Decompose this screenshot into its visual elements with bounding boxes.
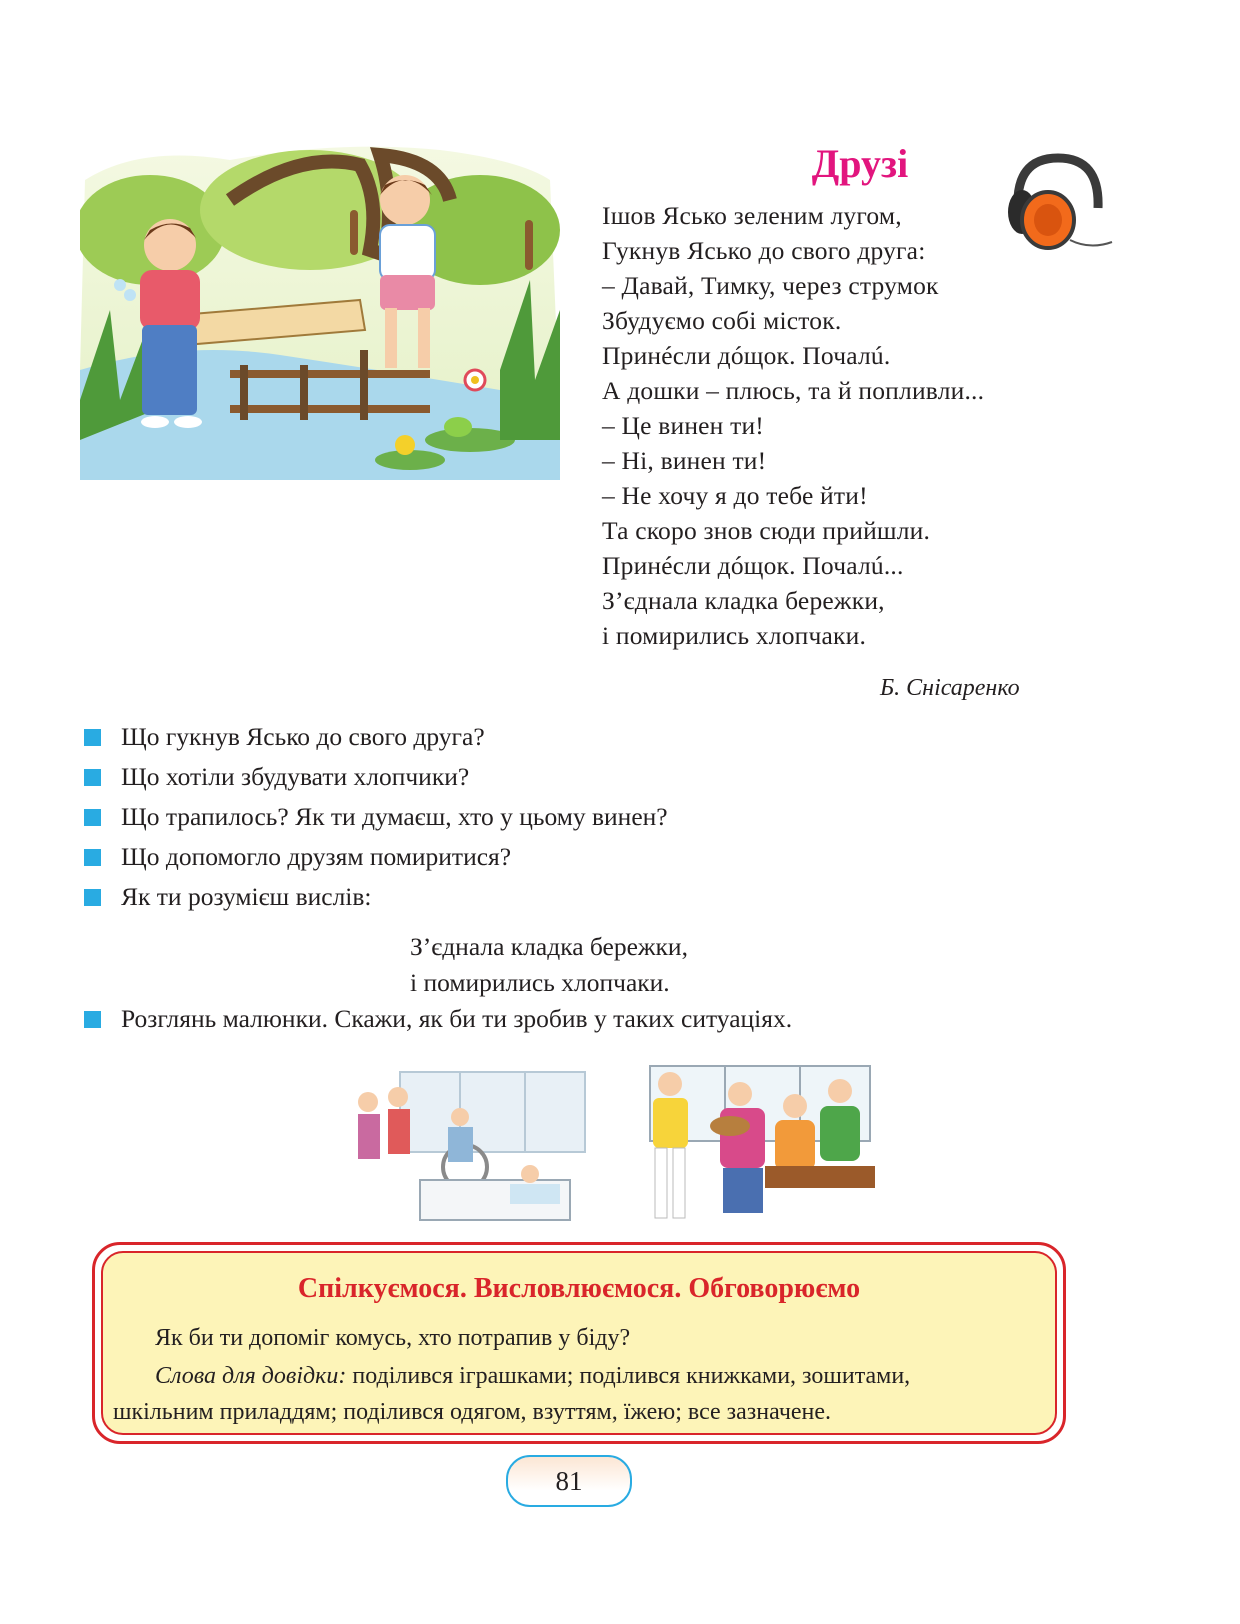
- poem-line: – Давай, Тимку, через струмок: [602, 271, 939, 300]
- headphones-icon[interactable]: [1000, 150, 1115, 255]
- question-item: [84, 722, 485, 752]
- question-text: Що трапилось? Як ти думаєш, хто у цьому винен?: [121, 802, 668, 831]
- page-number: 81: [506, 1455, 632, 1507]
- discussion-hint-line: [155, 1363, 910, 1390]
- poem-line: Збудуємо собі місток.: [602, 306, 842, 335]
- poem-line: Принéсли дóщок. Почалú.: [602, 341, 891, 370]
- question-text: Розглянь малюнки. Скажи, як би ти зробив у таких ситуаціях.: [121, 1004, 793, 1033]
- quote-line: і помирились хлопчаки.: [410, 968, 670, 997]
- square-bullet-icon: [84, 729, 101, 746]
- quote-line: З’єднала кладка бережки,: [410, 932, 688, 961]
- hospital-visit-picture: [340, 1062, 595, 1234]
- question-text: Що гукнув Ясько до свого друга?: [121, 722, 485, 751]
- question-text: Як ти розумієш вислів:: [121, 882, 372, 911]
- question-item: [84, 762, 469, 792]
- poem-line: Та скоро знов сюди прийшли.: [602, 516, 931, 545]
- poem-line: З’єднала кладка бережки,: [602, 586, 885, 615]
- hint-label: Слова для довідки:: [155, 1363, 347, 1389]
- square-bullet-icon: [84, 809, 101, 826]
- square-bullet-icon: [84, 1011, 101, 1028]
- boys-building-bridge-illustration: [80, 140, 580, 502]
- discussion-box: [92, 1242, 1066, 1444]
- question-text: Що допомогло друзям помиритися?: [121, 842, 512, 871]
- question-item: [84, 882, 372, 912]
- poem-line: – Це винен ти!: [602, 411, 764, 440]
- poem-line: Ішов Ясько зеленим лугом,: [602, 201, 902, 230]
- square-bullet-icon: [84, 769, 101, 786]
- question-item: [84, 842, 511, 872]
- poem-title: Друзі: [811, 141, 909, 186]
- poem-line: і помирились хлопчаки.: [602, 621, 867, 650]
- bus-seat-picture: [625, 1056, 880, 1234]
- square-bullet-icon: [84, 849, 101, 866]
- question-text: Що хотіли збудувати хлопчики?: [121, 762, 470, 791]
- square-bullet-icon: [84, 889, 101, 906]
- poem-line: – Не хочу я до тебе йти!: [602, 481, 868, 510]
- poem-line: Гукнув Ясько до свого друга:: [602, 236, 926, 265]
- discussion-question: Як би ти допоміг комусь, хто потрапив у біду?: [155, 1325, 631, 1351]
- discussion-box-inner: [101, 1251, 1057, 1435]
- poem-text: [602, 198, 984, 653]
- question-item: [84, 802, 668, 832]
- hint-text-continued: шкільним приладдям; поділився одягом, взуттям, їжею; все зазначене.: [113, 1399, 832, 1425]
- question-item: [84, 1004, 792, 1034]
- discussion-title: Спілкуємося. Висловлюємося. Обговорюємо: [297, 1273, 861, 1304]
- poem-author: Б. Снісаренко: [880, 675, 1020, 701]
- hint-text: поділився іграшками; поділився книжками, зошитами,: [352, 1363, 911, 1389]
- poem-line: Принéсли дóщок. Почалú...: [602, 551, 904, 580]
- poem-line: А дошки – плюсь, та й попливли...: [602, 376, 985, 405]
- poem-line: – Ні, винен ти!: [602, 446, 767, 475]
